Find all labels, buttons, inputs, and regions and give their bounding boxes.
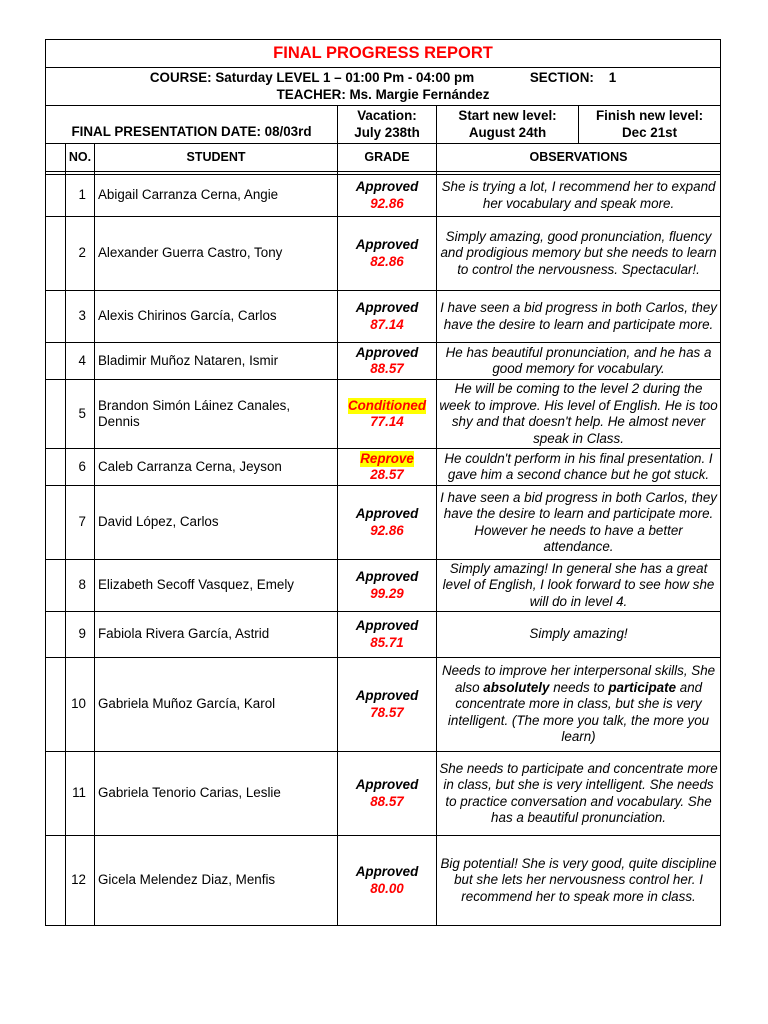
observation bbox=[437, 560, 721, 612]
observation bbox=[437, 836, 721, 926]
student-name: David López, Carlos bbox=[95, 486, 338, 560]
table-row bbox=[46, 291, 721, 343]
spacer-cell bbox=[46, 217, 66, 291]
observation bbox=[437, 291, 721, 343]
grade-status: Approved bbox=[355, 618, 419, 633]
progress-report-table bbox=[45, 39, 721, 926]
grade-score: 78.57 bbox=[370, 704, 404, 720]
student-number: 9 bbox=[66, 612, 95, 658]
observation-text: She is trying a lot, I recommend her to expand her vocabulary and speak more. bbox=[441, 179, 716, 211]
column-header-observations: OBSERVATIONS bbox=[437, 144, 721, 172]
vacation-cell bbox=[338, 106, 437, 144]
spacer-cell bbox=[46, 836, 66, 926]
table-row bbox=[46, 560, 721, 612]
grade-cell bbox=[338, 612, 437, 658]
grade-score: 88.57 bbox=[370, 361, 404, 376]
grade-score: 28.57 bbox=[370, 467, 404, 482]
student-number: 6 bbox=[66, 449, 95, 486]
grade-status: Approved bbox=[355, 569, 419, 584]
observation bbox=[437, 449, 721, 486]
observation-text: I have seen a bid progress in both Carlos, they have the desire to learn and participate more. bbox=[440, 300, 717, 332]
observation-text: participate bbox=[608, 679, 677, 695]
grade-status: Approved bbox=[355, 344, 419, 360]
observation-text: Needs to improve her interpersonal skills, She also bbox=[441, 663, 716, 695]
spacer-cell bbox=[46, 144, 66, 172]
spacer-cell bbox=[46, 380, 66, 449]
grade-cell bbox=[338, 343, 437, 380]
observation bbox=[437, 217, 721, 291]
spacer-cell bbox=[46, 560, 66, 612]
spacer-cell bbox=[46, 612, 66, 658]
column-header-no: NO. bbox=[66, 144, 95, 172]
table-row bbox=[46, 343, 721, 380]
grade-cell bbox=[338, 217, 437, 291]
spacer-cell bbox=[46, 291, 66, 343]
grade-status: Reprove bbox=[360, 450, 414, 466]
start-value: August 24th bbox=[468, 124, 547, 140]
column-header-student: STUDENT bbox=[95, 144, 338, 172]
table-row bbox=[46, 658, 721, 752]
student-name: Brandon Simón Láinez Canales, Dennis bbox=[95, 380, 338, 449]
grade-cell bbox=[338, 658, 437, 752]
observation-text: needs to bbox=[549, 679, 609, 695]
finish-level-cell bbox=[579, 106, 721, 143]
student-number: 2 bbox=[66, 217, 95, 291]
student-name: Gabriela Muñoz García, Karol bbox=[95, 658, 338, 752]
grade-status: Approved bbox=[355, 237, 419, 252]
student-number: 7 bbox=[66, 486, 95, 560]
table-row bbox=[46, 752, 721, 836]
student-number: 1 bbox=[66, 175, 95, 217]
observation-text: He couldn't perform in his final presentation. I gave him a second chance but he got stuck. bbox=[444, 450, 713, 482]
student-number: 8 bbox=[66, 560, 95, 612]
student-number: 4 bbox=[66, 343, 95, 380]
grade-score: 92.86 bbox=[370, 195, 404, 211]
grade-cell bbox=[338, 486, 437, 560]
observation bbox=[437, 175, 721, 217]
column-header-grade: GRADE bbox=[338, 144, 437, 172]
section-value: 1 bbox=[608, 70, 617, 85]
grade-cell bbox=[338, 752, 437, 836]
observation bbox=[437, 752, 721, 836]
student-number: 11 bbox=[66, 752, 95, 836]
grade-cell bbox=[338, 560, 437, 612]
grade-status: Approved bbox=[355, 506, 419, 521]
start-label: Start new level: bbox=[458, 108, 557, 123]
grade-status: Approved bbox=[355, 864, 419, 879]
observation bbox=[437, 380, 721, 449]
student-name: Fabiola Rivera García, Astrid bbox=[95, 612, 338, 658]
report-title: FINAL PROGRESS REPORT bbox=[46, 40, 721, 68]
finish-label: Finish new level: bbox=[595, 108, 704, 123]
observation bbox=[437, 343, 721, 380]
student-name: Alexander Guerra Castro, Tony bbox=[95, 217, 338, 291]
grade-score: 85.71 bbox=[370, 634, 404, 650]
vacation-label: Vacation: bbox=[357, 108, 417, 123]
student-name: Elizabeth Secoff Vasquez, Emely bbox=[95, 560, 338, 612]
student-name: Gicela Melendez Diaz, Menfis bbox=[95, 836, 338, 926]
table-row bbox=[46, 486, 721, 560]
grade-status: Approved bbox=[355, 179, 419, 194]
observation-text: Simply amazing! In general she has a great level of English, I look forward to see how she will do in level 4. bbox=[442, 560, 715, 609]
grade-score: 80.00 bbox=[370, 880, 404, 896]
observation-text: Simply amazing, good pronunciation, fluency and prodigious memory but she needs to learn to control the nervousness. Spectacular!. bbox=[440, 228, 717, 277]
final-presentation-date: FINAL PRESENTATION DATE: 08/03rd bbox=[46, 106, 338, 144]
student-number: 5 bbox=[66, 380, 95, 449]
grade-cell bbox=[338, 291, 437, 343]
student-name: Alexis Chirinos García, Carlos bbox=[95, 291, 338, 343]
observation-text: absolutely bbox=[483, 679, 550, 695]
vacation-value: July 238th bbox=[354, 124, 420, 140]
table-row bbox=[46, 380, 721, 449]
finish-value: Dec 21st bbox=[621, 124, 678, 140]
grade-score: 88.57 bbox=[370, 793, 404, 809]
student-number: 10 bbox=[66, 658, 95, 752]
grade-score: 82.86 bbox=[370, 253, 404, 269]
grade-score: 99.29 bbox=[370, 585, 404, 601]
table-row bbox=[46, 449, 721, 486]
grade-status: Approved bbox=[355, 777, 419, 792]
grade-score: 77.14 bbox=[370, 414, 404, 429]
spacer-cell bbox=[46, 343, 66, 380]
grade-status: Approved bbox=[355, 300, 419, 315]
observation-text: He has beautiful pronunciation, and he has a good memory for vocabulary. bbox=[445, 344, 712, 376]
grade-cell bbox=[338, 449, 437, 486]
table-row bbox=[46, 612, 721, 658]
student-name: Gabriela Tenorio Carias, Leslie bbox=[95, 752, 338, 836]
grade-status: Conditioned bbox=[347, 397, 427, 413]
start-level-cell bbox=[437, 106, 579, 143]
table-row bbox=[46, 175, 721, 217]
observation-text: Big potential! She is very good, quite discipline but she lets her nervousness control her. I recommend her to speak more in class. bbox=[440, 855, 717, 904]
observation-text: She needs to participate and concentrate more in class, but she is very intelligent. She needs to practice conversation and vocabulary. She has a beautiful pronunciation. bbox=[439, 760, 718, 825]
spacer-cell bbox=[46, 752, 66, 836]
spacer-cell bbox=[46, 175, 66, 217]
table-row bbox=[46, 217, 721, 291]
observation-text: Simply amazing! bbox=[529, 626, 628, 642]
student-name: Abigail Carranza Cerna, Angie bbox=[95, 175, 338, 217]
grade-cell bbox=[338, 836, 437, 926]
grade-score: 92.86 bbox=[370, 522, 404, 538]
observation-text: and concentrate more in class, but she is very intelligent. (The more you talk, the more you learn) bbox=[447, 679, 710, 745]
spacer-cell bbox=[46, 486, 66, 560]
course-label: COURSE: bbox=[149, 70, 212, 85]
teacher-name: TEACHER: Ms. Margie Fernández bbox=[276, 86, 490, 102]
student-name: Bladimir Muñoz Nataren, Ismir bbox=[95, 343, 338, 380]
observation bbox=[437, 658, 721, 752]
grade-cell bbox=[338, 175, 437, 217]
section-label: SECTION: bbox=[529, 70, 594, 85]
grade-score: 87.14 bbox=[370, 316, 404, 332]
observation-text: He will be coming to the level 2 during the week to improve. His level of English. He is too shy and that doesn't help. He almost never speak in Class. bbox=[439, 381, 718, 446]
course-info bbox=[46, 68, 721, 106]
student-number: 3 bbox=[66, 291, 95, 343]
student-name: Caleb Carranza Cerna, Jeyson bbox=[95, 449, 338, 486]
grade-cell bbox=[338, 380, 437, 449]
spacer-cell bbox=[46, 658, 66, 752]
observation bbox=[437, 486, 721, 560]
grade-status: Approved bbox=[355, 688, 419, 703]
observation-text: I have seen a bid progress in both Carlos, they have the desire to learn and participate more. However he needs to have a better attendance. bbox=[440, 489, 717, 554]
student-number: 12 bbox=[66, 836, 95, 926]
observation bbox=[437, 612, 721, 658]
course-value: Saturday LEVEL 1 – 01:00 Pm - 04:00 pm bbox=[215, 70, 475, 85]
table-row bbox=[46, 836, 721, 926]
level-dates-cell bbox=[437, 106, 721, 144]
spacer-cell bbox=[46, 449, 66, 486]
